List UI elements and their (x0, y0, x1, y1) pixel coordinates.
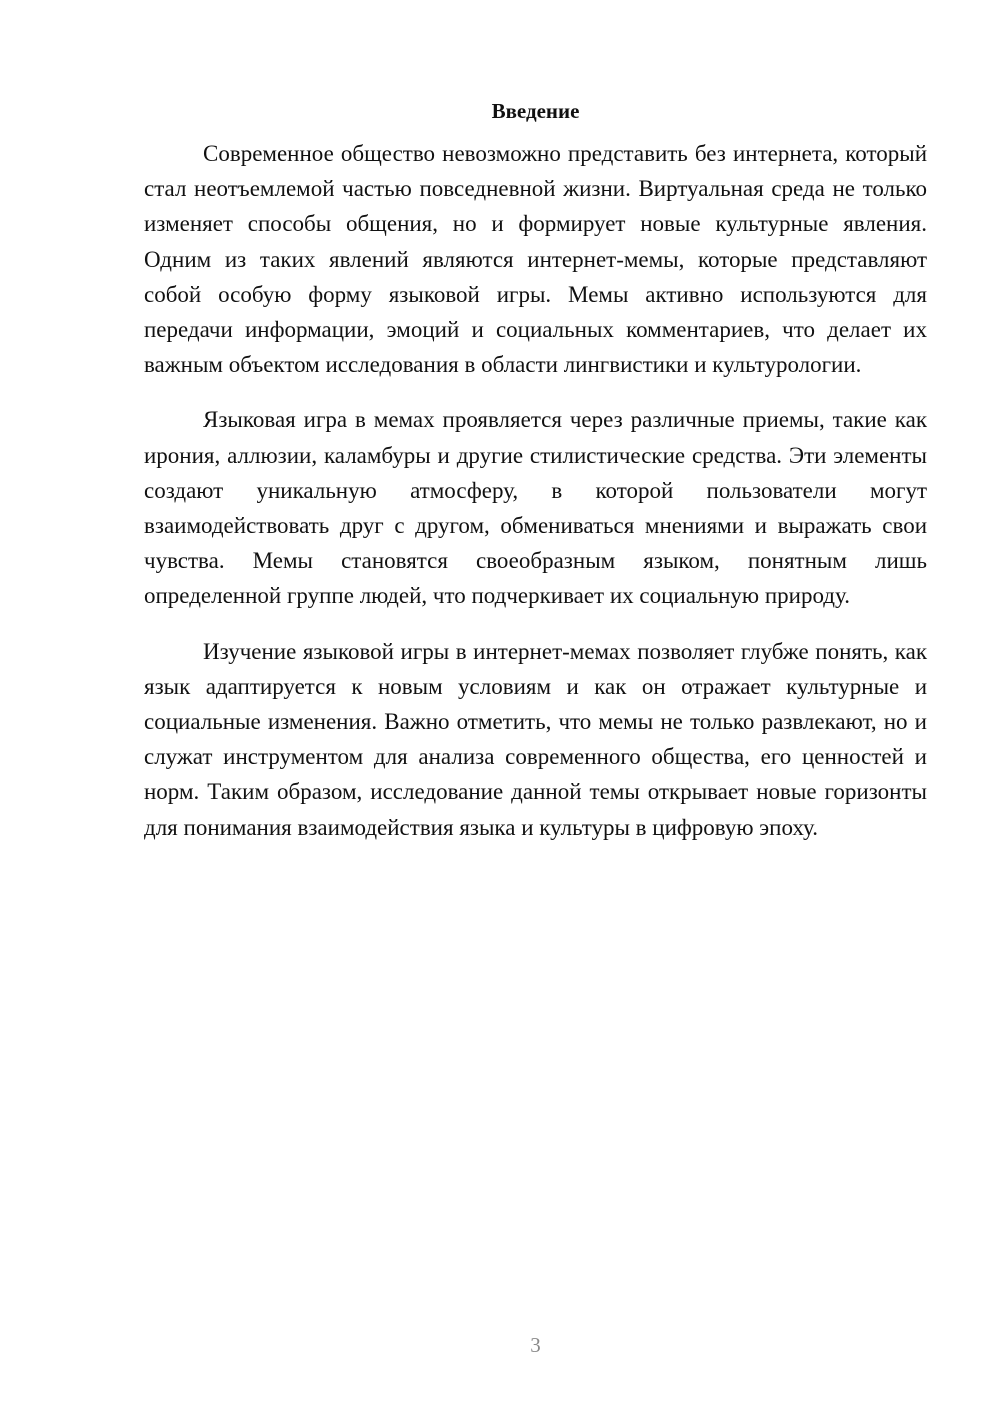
page-number: 3 (530, 1333, 541, 1357)
section-heading: Введение (491, 99, 580, 123)
paragraph-3: Изучение языковой игры в интернет-мемах позволяет глубже понять, как язык адаптируется к новым условиям и как он отражает культурные и социальные изменения. Важно отметить, что мемы не только развлекают, но и служат инструментом для анализа современного общества, его ценностей и норм. Таким образом, исследование данной темы открывает новые горизонты для понимания взаимодействия языка и культуры в цифровую эпоху. (144, 638, 927, 840)
paragraph-1: Современное общество невозможно представить без интернета, который стал неотъемлемой частью повседневной жизни. Виртуальная среда не только изменяет способы общения, но и формирует новые культурные явления. Одним из таких явлений являются интернет-мемы, которые представляют собой особую форму языковой игры. Мемы активно используются для передачи информации, эмоций и социальных комментариев, что делает их важным объектом исследования в области лингвистики и культурологии. (144, 141, 927, 378)
paragraph-2: Языковая игра в мемах проявляется через различные приемы, такие как ирония, аллюзии, каламбуры и другие стилистические средства. Эти элементы создают уникальную атмосферу, в которой пользователи могут взаимодействовать друг с другом, обмениваться мнениями и выражать свои чувства. Мемы становятся своеобразным языком, понятным лишь определенной группе людей, что подчеркивает их социальную природу. (144, 407, 927, 609)
page-content (144, 96, 927, 865)
